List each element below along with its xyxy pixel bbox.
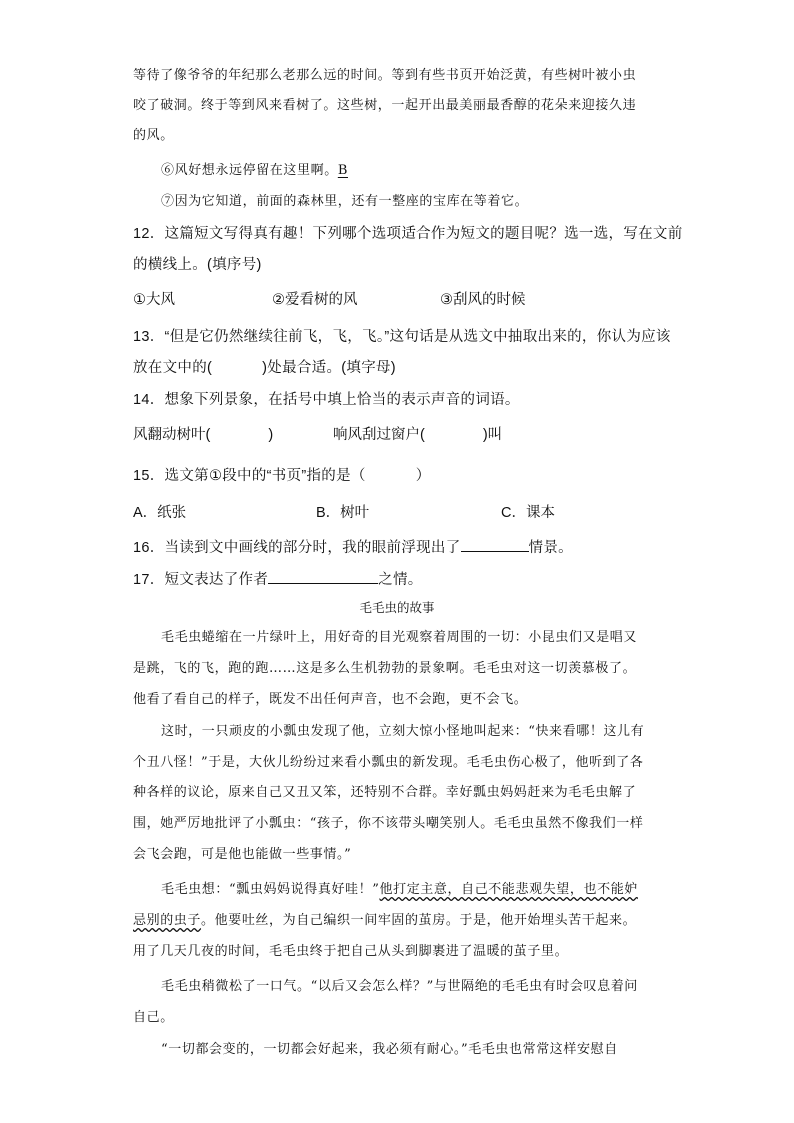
question-16-text: 情景。 — [528, 540, 573, 556]
passage2-line: 种各样的议论，原来自己又丑又笨，还特别不合群。幸好瓢虫妈妈赶来为毛毛虫解了 — [133, 785, 637, 800]
passage2-line: 个丑八怪！”于是，大伙儿纷纷过来看小瓢虫的新发现。毛毛虫伤心极了，他听到了各 — [133, 755, 644, 770]
passage1-line: 咬了破洞。终于等到风来看树了。这些树，一起开出最美丽最香醇的花朵来迎接久违 — [133, 98, 637, 113]
question-13-text: )处最合适。(填字母) — [262, 360, 396, 376]
passage2-line: 这时，一只顽皮的小瓢虫发现了他，立刻大惊小怪地叫起来：“快来看哪！这儿有 — [161, 724, 645, 739]
passage2-line: 会飞会跑，可是他也能做一些事情。” — [133, 847, 352, 862]
question-12-option: ①大风 — [133, 292, 175, 308]
question-15-option: B．树叶 — [316, 505, 370, 521]
question-13-text: 放在文中的( — [133, 360, 213, 376]
passage2-line — [161, 880, 691, 900]
question-14-line: 14．想象下列景象，在括号中填上恰当的表示声音的词语。 — [133, 392, 520, 408]
paragraph-6-text: ⑥风好想永远停留在这里啊。 — [161, 163, 338, 178]
passage2-line: “一切都会变的，一切都会好起来，我必须有耐心。”毛毛虫也常常这样安慰自 — [161, 1042, 618, 1057]
passage1-line: 的风。 — [133, 128, 174, 143]
question-15-text: 15．选文第 — [133, 468, 209, 484]
passage2-text: 。他要吐丝，为自己编织一间牢固的茧房。于是，他开始埋头苦干起来。 — [201, 913, 637, 928]
question-12-option: ②爱看树的风 — [272, 292, 358, 308]
question-15-stem — [133, 466, 663, 486]
passage2-line: 围，她严厉地批评了小瓢虫：“孩子，你不该带头嘲笑别人。毛毛虫虽然不像我们一样 — [133, 816, 644, 831]
question-14-item-b — [333, 425, 502, 445]
question-14-text: ) — [268, 427, 274, 443]
question-15-text: 段中的“书页”指的是（ — [222, 468, 366, 484]
passage2-line: 毛毛虫蜷缩在一片绿叶上，用好奇的目光观察着周围的一切：小昆虫们又是唱又 — [161, 630, 638, 645]
question-14-text: 响风刮过窗户( — [333, 427, 425, 443]
underlined-sentence: 忌别的虫子 — [133, 913, 202, 928]
question-17-line — [133, 567, 663, 590]
question-14-text: )叫 — [482, 427, 503, 443]
question-12-option: ③刮风的时候 — [440, 292, 526, 308]
passage1-line: 等待了像爷爷的年纪那么老那么远的时间。等到有些书页开始泛黄，有些树叶被小虫 — [133, 68, 637, 83]
passage2-line: 毛毛虫稍微松了一口气。“以后又会怎么样？”与世隔绝的毛毛虫有时会叹息着问 — [161, 979, 638, 994]
passage2-line — [133, 911, 663, 931]
question-12-line: 的横线上。(填序号) — [133, 257, 262, 273]
question-16-text: 16．当读到文中画线的部分时，我的眼前浮现出了 — [133, 540, 461, 556]
question-13-line2 — [133, 358, 663, 378]
question-16-line — [133, 535, 663, 558]
paragraph-6-letter: B — [337, 163, 348, 178]
passage2-line: 自己。 — [133, 1010, 174, 1025]
underlined-sentence: 他打定主意，自己不能悲观失望，也不能妒 — [379, 882, 638, 897]
question-17-text: 之情。 — [378, 572, 423, 588]
passage2-text: 毛毛虫想：“瓢虫妈妈说得真好哇！” — [161, 882, 380, 897]
paragraph-7: ⑦因为它知道，前面的森林里，还有一整座的宝库在等着它。 — [161, 194, 529, 209]
question-13-line: 13．“但是它仍然继续往前飞，飞，飞。”这句话是从选文中抽取出来的，你认为应该 — [133, 329, 671, 345]
question-15-text: ） — [415, 468, 431, 484]
question-15-num: ① — [208, 468, 223, 484]
question-12-line: 12．这篇短文写得真有趣！下列哪个选项适合作为短文的题目呢？选一选，写在文前 — [133, 226, 683, 242]
paragraph-6 — [161, 161, 691, 181]
answer-blank[interactable] — [461, 535, 529, 552]
passage2-line: 用了几天几夜的时间，毛毛虫终于把自己从头到脚裹进了温暖的茧子里。 — [133, 944, 569, 959]
passage2-line: 他看了看自己的样子，既发不出任何声音，也不会跑，更不会飞。 — [133, 692, 528, 707]
question-17-text: 17．短文表达了作者 — [133, 572, 269, 588]
question-15-option: C．课本 — [501, 505, 555, 521]
passage2-line: 是跳，飞的飞，跑的跑……这是多么生机勃勃的景象啊。毛毛虫对这一切羡慕极了。 — [133, 661, 637, 676]
question-14-item-a — [133, 425, 273, 445]
question-15-option: A．纸张 — [133, 505, 187, 521]
answer-blank[interactable] — [268, 567, 378, 584]
passage-title: 毛毛虫的故事 — [359, 600, 435, 615]
question-14-text: 风翻动树叶( — [133, 427, 211, 443]
